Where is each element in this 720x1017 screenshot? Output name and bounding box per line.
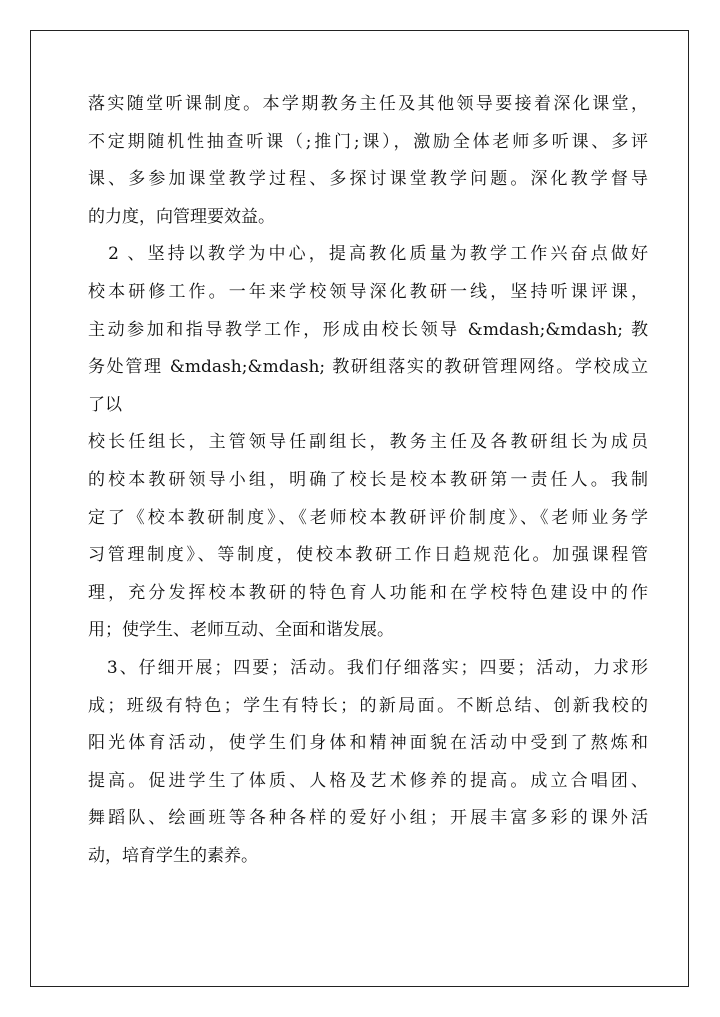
text-line: 定了《校本教研制度》、《老师校本教研评价制度》、《老师业务学 <box>88 507 648 528</box>
text-line: 2 、坚持以教学为中心，提高教化质量为教学工作兴奋点做好 <box>88 244 648 265</box>
text-line: 落实随堂听课制度。本学期教务主任及其他领导要接着深化课堂， <box>88 94 648 114</box>
text-line: 习管理制度》、等制度，使校本教研工作日趋规范化。加强课程管 <box>88 545 648 566</box>
text-line: 阳光体育活动，使学生们身体和精神面貌在活动中受到了熬炼和 <box>88 733 648 754</box>
text-line: 校长任组长，主管领导任副组长，教务主任及各教研组长为成员 <box>88 432 648 453</box>
text-line: 提高。促进学生了体质、人格及艺术修养的提高。成立合唱团、 <box>88 770 648 791</box>
text-line: 主动参加和指导教学工作，形成由校长领导 &mdash;&mdash; 教 <box>88 319 648 340</box>
text-line: 的力度，向管理要效益。 <box>88 206 275 227</box>
text-line: 课、多参加课堂教学过程、多探讨课堂教学问题。深化教学督导 <box>88 169 648 190</box>
text-line: 务处管理 &mdash;&mdash; 教研组落实的教研管理网络。学校成立 <box>88 357 648 378</box>
document-body <box>88 86 648 875</box>
text-line: 校本研修工作。一年来学校领导深化教研一线，坚持听课评课， <box>88 281 648 302</box>
text-line: 舞蹈队、绘画班等各种各样的爱好小组；开展丰富多彩的课外活 <box>88 808 648 829</box>
text-line: 动，培育学生的素养。 <box>88 845 258 866</box>
text-line: 不定期随机性抽查听课（;推门;课），激励全体老师多听课、多评 <box>88 131 648 152</box>
text-line: 3、仔细开展；四要；活动。我们仔细落实；四要；活动，力求形 <box>88 657 648 678</box>
text-line: 了以 <box>88 394 122 415</box>
text-line: 理，充分发挥校本教研的特色育人功能和在学校特色建设中的作 <box>88 582 648 603</box>
text-line: 成；班级有特色；学生有特长；的新局面。不断总结、创新我校的 <box>88 695 648 716</box>
text-line: 的校本教研领导小组，明确了校长是校本教研第一责任人。我制 <box>88 469 648 490</box>
text-line: 用；使学生、老师互动、全面和谐发展。 <box>88 620 394 641</box>
